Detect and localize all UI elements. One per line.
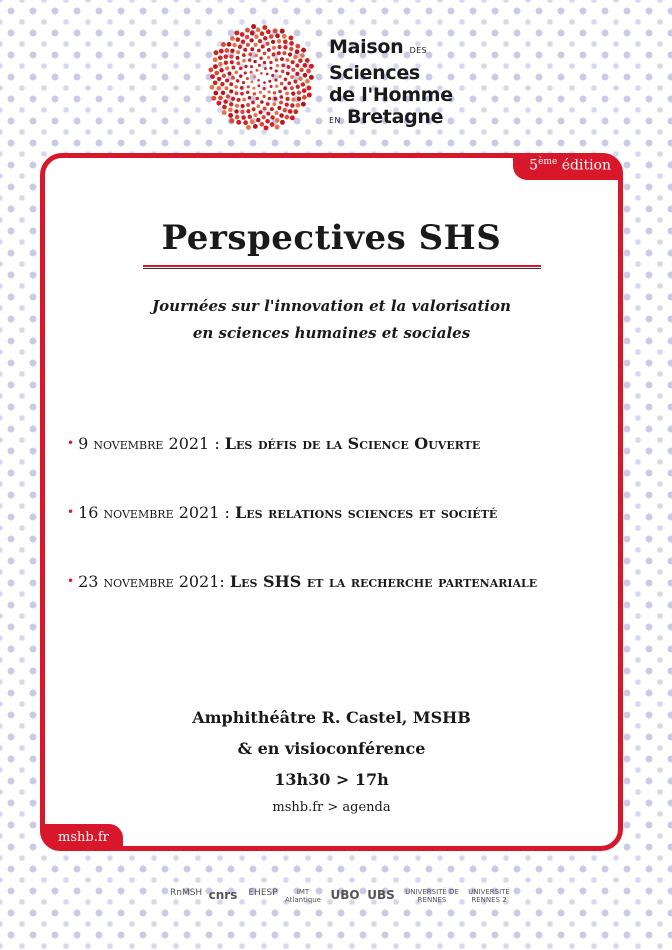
logo-dot bbox=[228, 71, 232, 75]
logo-dot bbox=[263, 61, 266, 64]
logo-dot bbox=[230, 49, 234, 53]
logo-dot bbox=[244, 65, 247, 68]
logo-dot bbox=[273, 28, 278, 33]
edition-label: édition bbox=[557, 157, 611, 174]
logo-dot bbox=[228, 108, 233, 113]
logo-dot bbox=[232, 43, 237, 48]
logo-dot bbox=[250, 47, 254, 51]
logo-dot bbox=[243, 48, 247, 52]
logo-dot bbox=[224, 61, 228, 65]
logo-dot bbox=[272, 53, 276, 57]
logo-dot bbox=[219, 68, 223, 72]
logo-dot bbox=[268, 80, 271, 83]
logo-dot bbox=[275, 34, 280, 39]
logo-dot bbox=[213, 91, 218, 96]
title-underline bbox=[143, 265, 541, 267]
logo-dot bbox=[240, 110, 244, 114]
logo-dot bbox=[236, 50, 240, 54]
logo-dot bbox=[221, 42, 226, 47]
logo-dot bbox=[246, 77, 249, 80]
logo-dot bbox=[240, 32, 245, 37]
logo-dot bbox=[231, 66, 235, 70]
logo-dot bbox=[298, 58, 303, 63]
logo-dot bbox=[253, 124, 258, 129]
logo-dot bbox=[208, 67, 213, 72]
logo-dot bbox=[295, 63, 299, 67]
logo-dot bbox=[284, 77, 288, 81]
brand-line1: Maison bbox=[329, 36, 404, 58]
logo-dot bbox=[229, 82, 233, 86]
logo-dot bbox=[250, 120, 255, 125]
logo-dot bbox=[282, 34, 287, 39]
event-topic: Les défis de la Science Ouverte bbox=[224, 434, 481, 453]
ubo-logo-icon: UBO bbox=[330, 888, 360, 902]
logo-dot bbox=[279, 75, 282, 78]
logo-dot bbox=[218, 96, 223, 101]
logo-dot bbox=[243, 120, 248, 125]
dotted-sunburst-icon bbox=[205, 22, 317, 134]
logo-dot bbox=[225, 78, 229, 82]
logo-dot bbox=[236, 120, 241, 125]
logo-dot bbox=[287, 81, 291, 85]
logo-dot bbox=[290, 75, 294, 79]
logo-dot bbox=[298, 77, 302, 81]
logo-dot bbox=[256, 97, 259, 100]
logo-dot bbox=[261, 45, 265, 49]
logo-dot bbox=[302, 95, 307, 100]
logo-dot bbox=[237, 98, 241, 102]
logo-dot bbox=[257, 49, 261, 53]
logo-dot bbox=[230, 36, 235, 41]
logo-dot bbox=[283, 108, 287, 112]
logo-dot bbox=[285, 97, 289, 101]
logo-dot bbox=[290, 86, 294, 90]
logo-dot bbox=[293, 109, 298, 114]
logo-dot bbox=[253, 75, 256, 78]
logo-dot bbox=[213, 80, 218, 85]
logo-dot bbox=[260, 72, 263, 75]
event-item bbox=[67, 572, 537, 591]
logo-dot bbox=[297, 97, 302, 102]
logo-dot bbox=[280, 57, 284, 61]
logo-dot bbox=[262, 95, 265, 98]
logo-dot bbox=[302, 88, 307, 93]
imt-logo-icon: IMT Atlantique bbox=[285, 888, 321, 904]
logo-dot bbox=[236, 61, 240, 65]
logo-dot bbox=[250, 80, 253, 83]
logo-dot bbox=[229, 55, 233, 59]
logo-dot bbox=[231, 97, 235, 101]
logo-dot bbox=[271, 74, 274, 77]
logo-dot bbox=[274, 111, 278, 115]
bullet-icon: • bbox=[67, 574, 75, 588]
logo-dot bbox=[264, 67, 267, 70]
logo-dot bbox=[221, 91, 225, 95]
subtitle-line2: en sciences humaines et sociales bbox=[192, 324, 471, 342]
site-tag[interactable]: mshb.fr bbox=[40, 824, 123, 851]
logo-dot bbox=[264, 125, 269, 130]
logo-dot bbox=[225, 66, 229, 70]
logo-dot bbox=[234, 30, 239, 35]
logo-dot bbox=[266, 111, 270, 115]
logo-dot bbox=[266, 102, 270, 106]
logo-dot bbox=[250, 65, 253, 68]
logo-dot bbox=[247, 85, 250, 88]
logo-dot bbox=[272, 102, 276, 106]
logo-dot bbox=[265, 119, 270, 124]
logo-dot bbox=[227, 42, 232, 47]
logo-dot bbox=[242, 53, 246, 57]
logo-dot bbox=[283, 86, 287, 90]
logo-dot bbox=[246, 43, 250, 47]
logo-dot bbox=[229, 118, 234, 123]
logo-dot bbox=[266, 29, 271, 34]
logo-dot bbox=[253, 60, 256, 63]
logo-dot bbox=[270, 107, 274, 111]
logo-dot bbox=[263, 87, 266, 90]
logo-dot bbox=[236, 37, 241, 42]
logo-dot bbox=[217, 77, 222, 82]
event-date: 16 novembre 2021 : bbox=[78, 503, 235, 522]
logo-dot bbox=[234, 70, 238, 74]
logo-dot bbox=[275, 69, 278, 72]
rennes-logo-icon: UNIVERSITÉ DE RENNES bbox=[405, 888, 459, 904]
logo-dot bbox=[234, 109, 238, 113]
logo-dot bbox=[280, 120, 285, 125]
logo-dot bbox=[266, 73, 269, 76]
logo-dot bbox=[241, 115, 246, 120]
logo-dot bbox=[277, 45, 281, 49]
bullet-icon: • bbox=[67, 436, 75, 450]
logo-dot bbox=[286, 72, 290, 76]
logo-dot bbox=[229, 102, 233, 106]
logo-dot bbox=[275, 85, 278, 88]
logo-dot bbox=[306, 69, 311, 74]
logo-dot bbox=[259, 122, 264, 127]
rennes2-logo-icon: UNIVERSITÉ RENNES 2 bbox=[468, 888, 510, 904]
logo-dot bbox=[214, 71, 219, 76]
logo-dot bbox=[248, 58, 251, 61]
logo-dot bbox=[256, 104, 260, 108]
logo-dot bbox=[239, 67, 243, 71]
logo-dot bbox=[288, 52, 292, 56]
event-time: 13h30 > 17h bbox=[274, 770, 389, 789]
logo-dot bbox=[300, 53, 305, 58]
logo-dot bbox=[244, 71, 247, 74]
logo-dot bbox=[268, 97, 272, 101]
subtitle-line1: Journées sur l'innovation et la valorisation bbox=[152, 297, 511, 315]
logo-dot bbox=[218, 62, 223, 67]
logo-dot bbox=[279, 113, 284, 118]
logo-dot bbox=[277, 51, 281, 55]
logo-dot bbox=[281, 70, 285, 74]
logo-dot bbox=[269, 61, 272, 64]
logo-dot bbox=[305, 58, 310, 63]
logo-dot bbox=[241, 39, 245, 43]
logo-dot bbox=[213, 57, 218, 62]
logo-dot bbox=[251, 101, 255, 105]
logo-dot bbox=[258, 64, 261, 67]
logo-dot bbox=[256, 118, 261, 123]
brand-line3: de l'Homme bbox=[329, 84, 453, 106]
logo-dot bbox=[299, 68, 303, 72]
logo-dot bbox=[263, 36, 267, 40]
logo-dot bbox=[236, 79, 240, 83]
event-item bbox=[67, 434, 480, 453]
logo-dot bbox=[257, 79, 260, 82]
logo-dot bbox=[285, 58, 289, 62]
event-item bbox=[67, 503, 497, 522]
logo-dot bbox=[278, 90, 282, 94]
header bbox=[205, 22, 505, 132]
logo-dot bbox=[246, 91, 249, 94]
logo-dot bbox=[290, 115, 295, 120]
logo-dot bbox=[224, 54, 228, 58]
logo-dot bbox=[241, 104, 245, 108]
logo-dot bbox=[303, 73, 308, 78]
logo-dot bbox=[252, 107, 256, 111]
logo-dot bbox=[263, 52, 267, 56]
logo-dot bbox=[258, 110, 262, 114]
logo-dot bbox=[226, 94, 230, 98]
logo-dot bbox=[291, 60, 295, 64]
logo-dot bbox=[254, 43, 258, 47]
logo-dot bbox=[296, 85, 300, 89]
logo-dot bbox=[229, 89, 233, 93]
logo-dot bbox=[256, 69, 259, 72]
logo-dot bbox=[276, 64, 279, 67]
logo-dot bbox=[242, 59, 246, 63]
logo-dot bbox=[296, 103, 301, 108]
logo-dot bbox=[287, 65, 291, 69]
brand-line1-small: DES bbox=[409, 46, 427, 55]
logo-dot bbox=[301, 102, 306, 107]
logo-dot bbox=[235, 104, 239, 108]
logo-dot bbox=[220, 82, 224, 86]
logo-dot bbox=[245, 35, 250, 40]
logo-dot bbox=[254, 54, 258, 58]
brand-line4-small: EN bbox=[329, 116, 341, 125]
logo-dot bbox=[248, 115, 252, 119]
logo-dot bbox=[246, 125, 251, 130]
event-card bbox=[40, 153, 623, 851]
logo-dot bbox=[291, 97, 295, 101]
logo-dot bbox=[275, 58, 279, 62]
partner-logos bbox=[170, 882, 510, 922]
logo-dot bbox=[295, 72, 299, 76]
logo-dot bbox=[251, 24, 256, 29]
edition-badge bbox=[513, 153, 623, 180]
logo-dot bbox=[307, 92, 312, 97]
logo-dot bbox=[307, 85, 312, 90]
rnmsh-logo-icon: RnMSH bbox=[170, 888, 203, 898]
logo-dot bbox=[222, 74, 226, 78]
logo-dot bbox=[267, 48, 271, 52]
logo-dot bbox=[277, 39, 281, 43]
logo-dot bbox=[246, 109, 250, 113]
logo-dot bbox=[301, 48, 306, 53]
event-topic: Les SHS et la recherche partenariale bbox=[229, 572, 538, 591]
logo-dot bbox=[281, 64, 285, 68]
cnrs-logo-icon: cnrs bbox=[208, 888, 238, 902]
logo-dot bbox=[280, 82, 283, 85]
logo-dot bbox=[228, 113, 233, 118]
logo-dot bbox=[274, 78, 277, 81]
logo-dot bbox=[291, 92, 295, 96]
venue-line1: Amphithéâtre R. Castel, MSHB bbox=[192, 708, 471, 727]
logo-dot bbox=[224, 86, 228, 90]
logo-dot bbox=[295, 49, 300, 54]
logo-dot bbox=[240, 92, 244, 96]
logo-dot bbox=[223, 99, 228, 104]
logo-dot bbox=[242, 98, 246, 102]
logo-dot bbox=[295, 44, 300, 49]
logo-dot bbox=[273, 97, 277, 101]
logo-dot bbox=[267, 56, 271, 60]
logo-dot bbox=[288, 35, 293, 40]
brand-line2: Sciences bbox=[329, 62, 420, 84]
logo-dot bbox=[283, 39, 288, 44]
event-date: 9 novembre 2021 : bbox=[78, 434, 225, 453]
logo-dot bbox=[218, 55, 223, 60]
logo-dot bbox=[250, 71, 253, 74]
edition-suffix: ème bbox=[538, 157, 558, 167]
logo-dot bbox=[262, 115, 266, 119]
logo-dot bbox=[302, 63, 307, 68]
logo-dot bbox=[275, 118, 280, 123]
ehesp-logo-icon: EHESP bbox=[248, 888, 278, 898]
logo-dot bbox=[283, 45, 287, 49]
logo-dot bbox=[246, 103, 250, 107]
logo-dot bbox=[258, 84, 261, 87]
logo-dot bbox=[293, 55, 297, 59]
logo-dot bbox=[209, 85, 214, 90]
logo-dot bbox=[259, 57, 262, 60]
logo-dot bbox=[273, 91, 276, 94]
logo-dot bbox=[291, 68, 295, 72]
logo-dot bbox=[280, 29, 285, 34]
subtitle bbox=[45, 293, 618, 347]
logo-dot bbox=[301, 82, 306, 87]
logo-dot bbox=[259, 91, 262, 94]
logo-dot bbox=[240, 86, 243, 89]
logo-dot bbox=[225, 48, 230, 53]
logo-dot bbox=[235, 91, 239, 95]
logo-dot bbox=[254, 34, 258, 38]
logo-dot bbox=[275, 124, 280, 129]
logo-dot bbox=[289, 41, 294, 46]
logo-dot bbox=[249, 38, 253, 42]
logo-dot bbox=[222, 105, 227, 110]
logo-dot bbox=[238, 45, 242, 49]
logo-dot bbox=[222, 110, 227, 115]
logo-dot bbox=[256, 27, 261, 32]
logo-dot bbox=[211, 96, 216, 101]
logo-dot bbox=[285, 91, 289, 95]
logo-dot bbox=[242, 81, 245, 84]
logo-dot bbox=[270, 122, 275, 127]
logo-dot bbox=[270, 85, 273, 88]
event-date: 23 novembre 2021: bbox=[78, 572, 230, 591]
logo-dot bbox=[245, 28, 250, 33]
venue-line2: & en visioconférence bbox=[237, 739, 426, 758]
logo-dot bbox=[279, 95, 283, 99]
logo-dot bbox=[267, 90, 270, 93]
logo-dot bbox=[230, 60, 234, 64]
logo-dot bbox=[258, 39, 262, 43]
logo-dot bbox=[269, 34, 274, 39]
logo-dot bbox=[234, 85, 238, 89]
event-topic: Les relations sciences et société bbox=[234, 503, 498, 522]
logo-dot bbox=[219, 49, 224, 54]
logo-dot bbox=[236, 56, 240, 60]
logo-dot bbox=[252, 87, 255, 90]
venue-block bbox=[45, 702, 618, 795]
logo-dot bbox=[290, 103, 294, 107]
logo-dot bbox=[262, 25, 267, 30]
logo-dot bbox=[297, 90, 301, 94]
logo-dot bbox=[305, 79, 310, 84]
logo-dot bbox=[216, 86, 221, 91]
logo-dot bbox=[289, 47, 294, 52]
ubs-logo-icon: UBS bbox=[367, 888, 395, 902]
logo-dot bbox=[288, 109, 293, 114]
edition-number: 5 bbox=[529, 157, 539, 174]
bullet-icon: • bbox=[67, 505, 75, 519]
logo-dot bbox=[263, 107, 267, 111]
logo-dot bbox=[250, 31, 255, 36]
logo-dot bbox=[309, 75, 314, 80]
logo-dot bbox=[285, 115, 290, 120]
logo-dot bbox=[248, 53, 252, 57]
logo-dot bbox=[260, 100, 264, 104]
logo-dot bbox=[253, 113, 257, 117]
agenda-link[interactable]: mshb.fr > agenda bbox=[272, 800, 391, 815]
brand-line4: Bretagne bbox=[346, 106, 444, 128]
title-underline-thin bbox=[143, 268, 541, 269]
logo-dot bbox=[248, 96, 252, 100]
logo-dot bbox=[271, 40, 275, 44]
logo-dot bbox=[239, 74, 242, 77]
logo-dot bbox=[277, 106, 281, 110]
logo-dot bbox=[270, 115, 274, 119]
logo-dot bbox=[285, 103, 289, 107]
logo-dot bbox=[293, 79, 297, 83]
logo-dot bbox=[216, 101, 221, 106]
logo-dot bbox=[213, 64, 218, 69]
logo-dot bbox=[263, 81, 266, 84]
logo-dot bbox=[210, 74, 215, 79]
brand-wordmark bbox=[329, 36, 453, 132]
logo-dot bbox=[231, 76, 235, 80]
logo-dot bbox=[253, 92, 256, 95]
logo-dot bbox=[279, 101, 283, 105]
logo-dot bbox=[266, 42, 270, 46]
logo-dot bbox=[235, 115, 240, 120]
logo-dot bbox=[269, 67, 272, 70]
page-title: Perspectives SHS bbox=[161, 218, 502, 258]
logo-dot bbox=[213, 50, 218, 55]
logo-dot bbox=[282, 51, 286, 55]
logo-dot bbox=[272, 46, 276, 50]
logo-dot bbox=[260, 31, 265, 36]
logo-dot bbox=[309, 64, 314, 69]
